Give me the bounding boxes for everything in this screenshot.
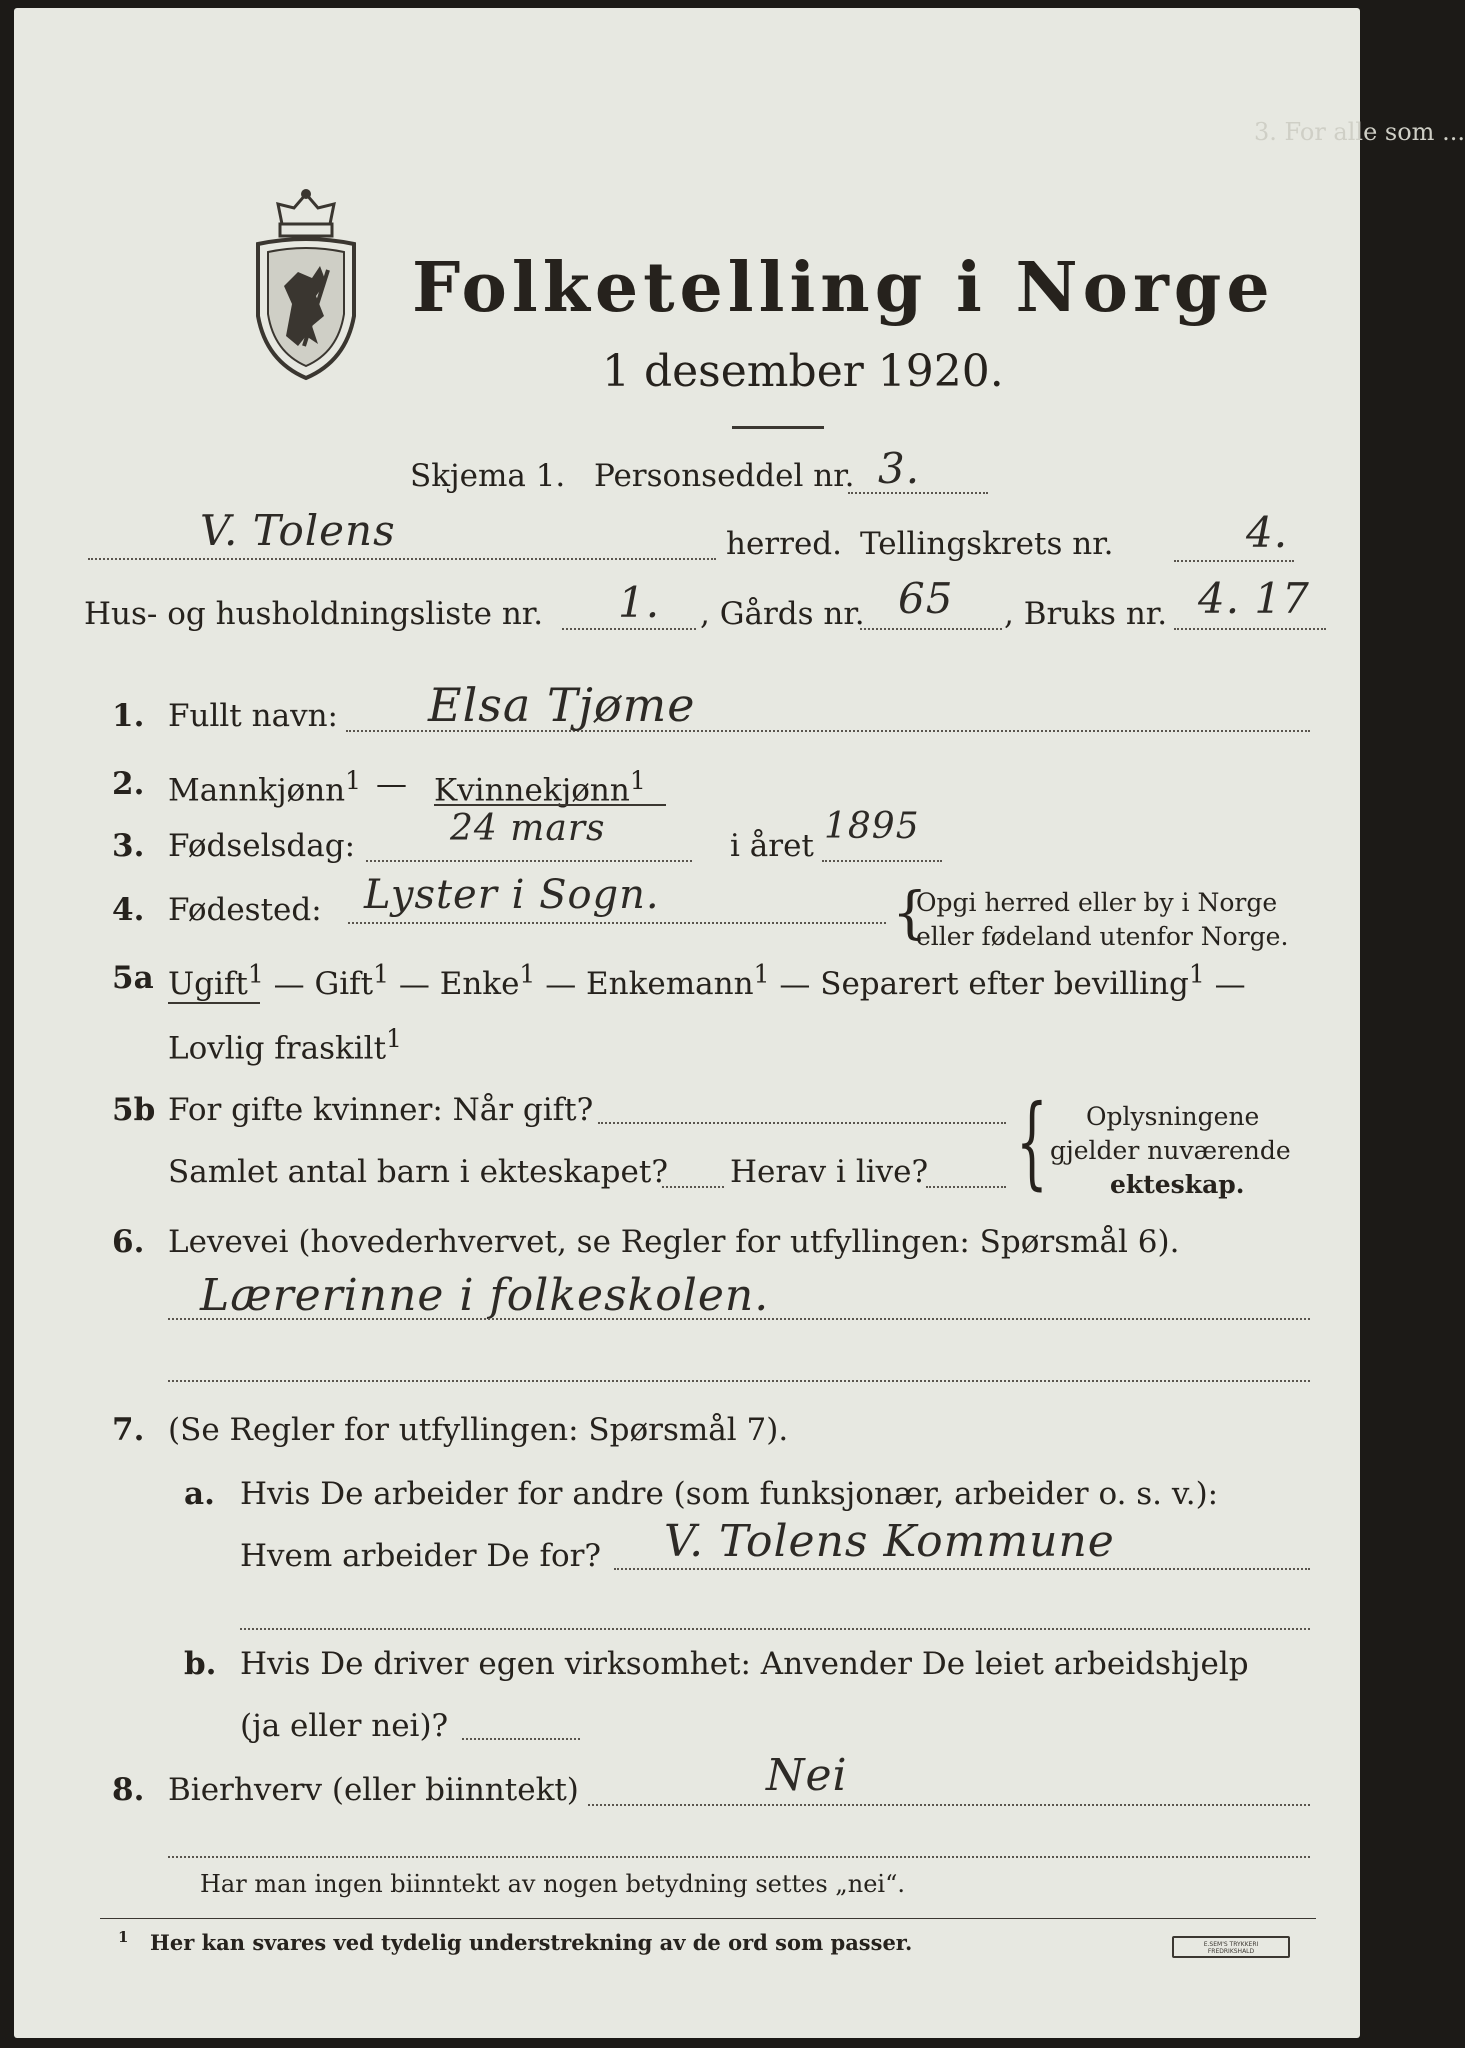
q3-year-label: i året [730,828,814,864]
q5b-number: 5b [112,1092,156,1128]
option-fraskilt[interactable]: Lovlig fraskilt$^1$ [168,1024,402,1067]
q2-female[interactable]: Kvinnekjønn$^1$ [434,766,646,809]
q7b-label: Hvis De driver egen virksomhet: Anvender De leiet arbeidshjelp [240,1646,1249,1682]
full-name-value[interactable]: Elsa Tjøme [428,678,696,732]
census-form [14,8,1465,2038]
birth-year-value[interactable]: 1895 [824,806,920,847]
personseddel-value[interactable]: 3. [878,444,921,493]
q1-label: Fullt navn: [168,698,338,734]
q1-number: 1. [112,698,145,734]
q5b-brace: { [1016,1083,1048,1200]
herred-value[interactable]: V. Tolens [200,506,396,555]
q6-number: 6. [112,1224,145,1260]
svg-text:FREDRIKSHALD: FREDRIKSHALD [1207,1948,1255,1955]
birthday-value[interactable]: 24 mars [450,808,606,849]
svg-text:E.SEM'S TRYKKERI: E.SEM'S TRYKKERI [1203,1941,1259,1948]
q5b-children-label: Samlet antal barn i ekteskapet? [168,1154,668,1190]
hus-dots [562,628,696,630]
herred-label: herred. [726,526,842,562]
bruks-label: , Bruks nr. [1004,596,1168,632]
q2-female-underline [434,804,666,806]
nei-note: Har man ingen biinntekt av nogen betydning settes „nei“. [200,1870,905,1898]
q2-male[interactable]: Mannkjønn$^1$ [168,766,362,809]
q4-brace: { [892,881,928,946]
hus-label: Hus- og husholdningsliste nr. [84,596,544,632]
q7-label: (Se Regler for utfyllingen: Spørsmål 7). [168,1412,789,1448]
q4-note-1: Opgi herred eller by i Norge [916,888,1278,917]
bleed-through-text: 3. For alle som ... [1254,118,1465,146]
employer-value[interactable]: V. Tolens Kommune [664,1516,1115,1567]
q6-dots-2[interactable] [168,1380,1310,1382]
q2-number: 2. [112,766,145,802]
q8-dots-2[interactable] [168,1856,1310,1858]
herred-dots [88,558,716,560]
q3-number: 3. [112,828,145,864]
q7-number: 7. [112,1412,145,1448]
page-title: Folketelling i Norge [412,248,1275,328]
bruks-dots [1174,628,1326,630]
q4-dots [348,922,886,924]
tellingskrets-dots [1174,560,1294,562]
option-ugift[interactable]: Ugift$^1$ [168,960,264,1003]
gards-label: , Gårds nr. [700,596,865,632]
footnote-rule [100,1918,1316,1919]
q5b-children-dots[interactable] [662,1186,724,1188]
option-enke[interactable]: Enke$^1$ [439,960,536,1003]
ugift-underline [168,1002,260,1004]
gards-dots [860,628,1002,630]
q3-label: Fødselsdag: [168,828,356,864]
footnote: Her kan svares ved tydelig understrekning av de ord som passer. [150,1930,913,1955]
option-enkemann[interactable]: Enkemann$^1$ [586,960,770,1003]
q5a-options: Ugift$^1$ — Gift$^1$ — Enke$^1$ — Enkemann$^1$ — Separert efter bevilling$^1$ — [168,960,1246,1003]
tellingskrets-value[interactable]: 4. [1246,508,1289,557]
q5a-number: 5a [112,960,154,996]
page-subtitle: 1 desember 1920. [602,346,1004,397]
q8-label: Bierhverv (eller biinntekt) [168,1772,579,1808]
printer-mark-icon [1174,1938,1288,1956]
q6-label: Levevei (hovederhvervet, se Regler for utfyllingen: Spørsmål 6). [168,1224,1180,1260]
occupation-value[interactable]: Lærerinne i folkeskolen. [200,1270,770,1321]
schema-label: Skjema 1. [410,458,566,494]
title-rule [732,426,824,429]
personseddel-label: Personseddel nr. [594,458,855,494]
q5b-note-1: Oplysningene [1086,1102,1260,1131]
q5b-note-3: ekteskap. [1110,1170,1245,1199]
printer-mark [1172,1936,1290,1958]
q5b-married-dots[interactable] [598,1122,1006,1124]
q7a-letter: a. [184,1476,215,1512]
option-gift[interactable]: Gift$^1$ [314,960,389,1003]
q5b-note-2: gjelder nuværende [1050,1136,1291,1165]
q5b-alive-label: Herav i live? [730,1154,929,1190]
coat-of-arms-icon [246,186,366,386]
q5b-married-label: For gifte kvinner: Når gift? [168,1092,594,1128]
q7a-label: Hvis De arbeider for andre (som funksjonær, arbeider o. s. v.): [240,1476,1219,1512]
q7a-dots [614,1568,1310,1570]
q7b-dots[interactable] [462,1738,580,1740]
birthplace-value[interactable]: Lyster i Sogn. [364,872,660,918]
q6-dots-1 [168,1318,1310,1320]
q7a-dots-2[interactable] [240,1628,1310,1630]
q3-year-dots [822,860,942,862]
q2-dash: — [376,766,407,802]
bruks-value[interactable]: 4. 17 [1198,574,1310,623]
q4-note-2: eller fødeland utenfor Norge. [916,922,1289,951]
tellingskrets-label: Tellingskrets nr. [860,526,1114,562]
q8-dots [588,1804,1310,1806]
q8-number: 8. [112,1772,145,1808]
q4-number: 4. [112,892,145,928]
q3-dots [366,860,692,862]
hus-value[interactable]: 1. [618,578,661,627]
q7b-letter: b. [184,1646,217,1682]
footnote-number: 1 [118,1928,129,1946]
q4-label: Fødested: [168,892,322,928]
q7b-question: (ja eller nei)? [240,1708,449,1744]
q7a-question: Hvem arbeider De for? [240,1538,602,1574]
gards-value[interactable]: 65 [898,574,954,623]
option-separert[interactable]: Separert efter bevilling$^1$ [820,960,1205,1003]
side-income-value[interactable]: Nei [766,1750,848,1801]
q5b-alive-dots[interactable] [926,1186,1006,1188]
